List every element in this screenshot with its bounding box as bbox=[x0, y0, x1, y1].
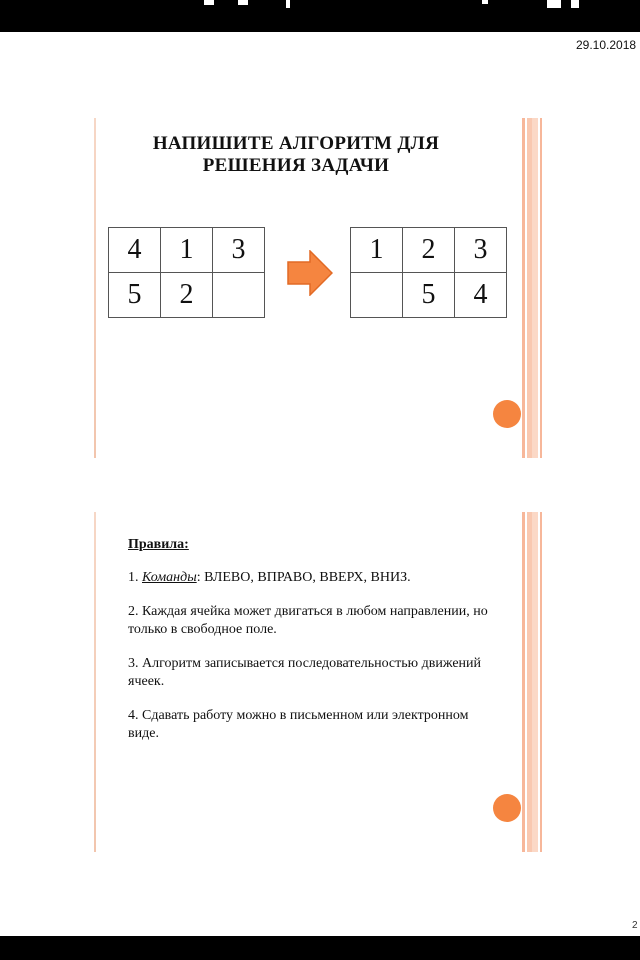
grid-cell: 1 bbox=[161, 228, 213, 273]
grid-cell: 1 bbox=[351, 228, 403, 273]
date-label: 29.10.2018 bbox=[576, 38, 637, 52]
grid-cell: 2 bbox=[403, 228, 455, 273]
slide-2[interactable] bbox=[94, 512, 544, 852]
slide-right-stripes bbox=[520, 118, 544, 458]
grid-cell-empty bbox=[213, 273, 265, 318]
grid-cell: 4 bbox=[109, 228, 161, 273]
rule-1-number: 1. bbox=[128, 570, 142, 585]
grid-cell: 3 bbox=[455, 228, 507, 273]
rule-1-text: : ВЛЕВО, ВПРАВО, ВВЕРХ, ВНИЗ. bbox=[196, 570, 411, 585]
title-line-1: НАПИШИТЕ АЛГОРИТМ ДЛЯ bbox=[152, 133, 440, 154]
grid-cell: 4 bbox=[455, 273, 507, 318]
rules-heading: Правила: bbox=[128, 537, 189, 552]
orange-dot-icon bbox=[493, 794, 521, 822]
grid-cell: 5 bbox=[403, 273, 455, 318]
slide-left-border bbox=[94, 118, 96, 458]
goal-grid bbox=[350, 227, 507, 318]
rule-1-keyword: Команды bbox=[142, 570, 197, 585]
status-bar bbox=[0, 0, 640, 32]
rule-2: 2. Каждая ячейка может двигаться в любом направлении, но только в свободное поле. bbox=[128, 604, 488, 637]
rule-1 bbox=[128, 569, 498, 587]
rule-4: 4. Сдавать работу можно в письменном или электронном виде. bbox=[128, 708, 469, 741]
grid-cell: 3 bbox=[213, 228, 265, 273]
slide-left-border bbox=[94, 512, 96, 852]
slide-1[interactable] bbox=[94, 118, 544, 458]
arrow-right-icon bbox=[287, 250, 333, 296]
grid-cell: 2 bbox=[161, 273, 213, 318]
slide-right-stripes bbox=[520, 512, 544, 852]
start-grid bbox=[108, 227, 265, 318]
slide-title bbox=[116, 133, 476, 177]
page-number-fragment: 2 bbox=[632, 920, 638, 931]
grid-cell-empty bbox=[351, 273, 403, 318]
rules-block bbox=[128, 536, 498, 759]
grid-cell: 5 bbox=[109, 273, 161, 318]
orange-dot-icon bbox=[493, 400, 521, 428]
rule-3: 3. Алгоритм записывается последовательностью движений ячеек. bbox=[128, 656, 482, 689]
navigation-bar bbox=[0, 936, 640, 960]
title-line-2: РЕШЕНИЯ ЗАДАЧИ bbox=[202, 155, 390, 176]
